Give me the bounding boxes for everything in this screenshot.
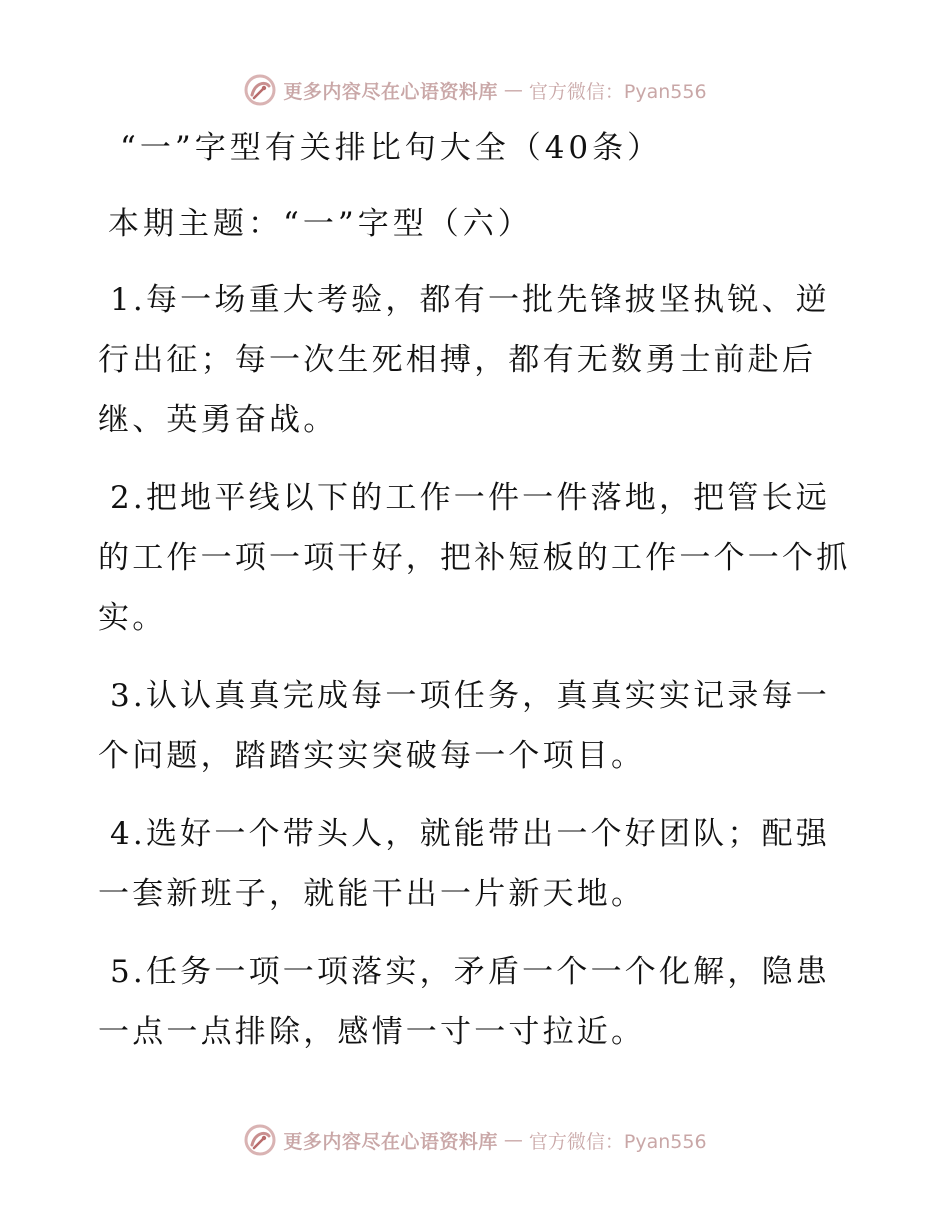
header-watermark xyxy=(0,70,950,110)
watermark-separator: — xyxy=(503,79,523,101)
sentence-item-3: 3.认认真真完成每一项任务，真真实实记录每一个问题，踏踏实实突破每一个项目。 xyxy=(98,678,830,774)
document-title: “一”字型有关排比句大全（40条） xyxy=(120,130,663,166)
sentence-item-4: 4.选好一个带头人，就能带出一个好团队；配强一套新班子，就能干出一片新天地。 xyxy=(98,816,830,912)
document-subtitle: 本期主题：“一”字型（六） xyxy=(108,206,533,242)
watermark-brand-text: 更多内容尽在心语资料库 xyxy=(283,80,498,103)
watermark-separator: — xyxy=(503,1129,523,1151)
sentence-item-1: 1.每一场重大考验，都有一批先锋披坚执锐、逆行出征；每一次生死相搏，都有无数勇士前赴后继、英勇奋战。 xyxy=(98,282,830,438)
sentence-item-2: 2.把地平线以下的工作一件一件落地，把管长远的工作一项一项干好，把补短板的工作一个一个抓实。 xyxy=(98,480,851,636)
red-swirl-logo-icon xyxy=(243,1123,277,1157)
watermark-contact: 官方微信：Pyan556 xyxy=(528,1130,707,1153)
red-swirl-logo-icon xyxy=(243,73,277,107)
sentence-list xyxy=(98,270,858,1080)
watermark-brand-text: 更多内容尽在心语资料库 xyxy=(283,1130,498,1153)
sentence-item-5: 5.任务一项一项落实，矛盾一个一个化解，隐患一点一点排除，感情一寸一寸拉近。 xyxy=(98,954,830,1050)
footer-watermark xyxy=(0,1120,950,1160)
watermark-contact: 官方微信：Pyan556 xyxy=(528,80,707,103)
